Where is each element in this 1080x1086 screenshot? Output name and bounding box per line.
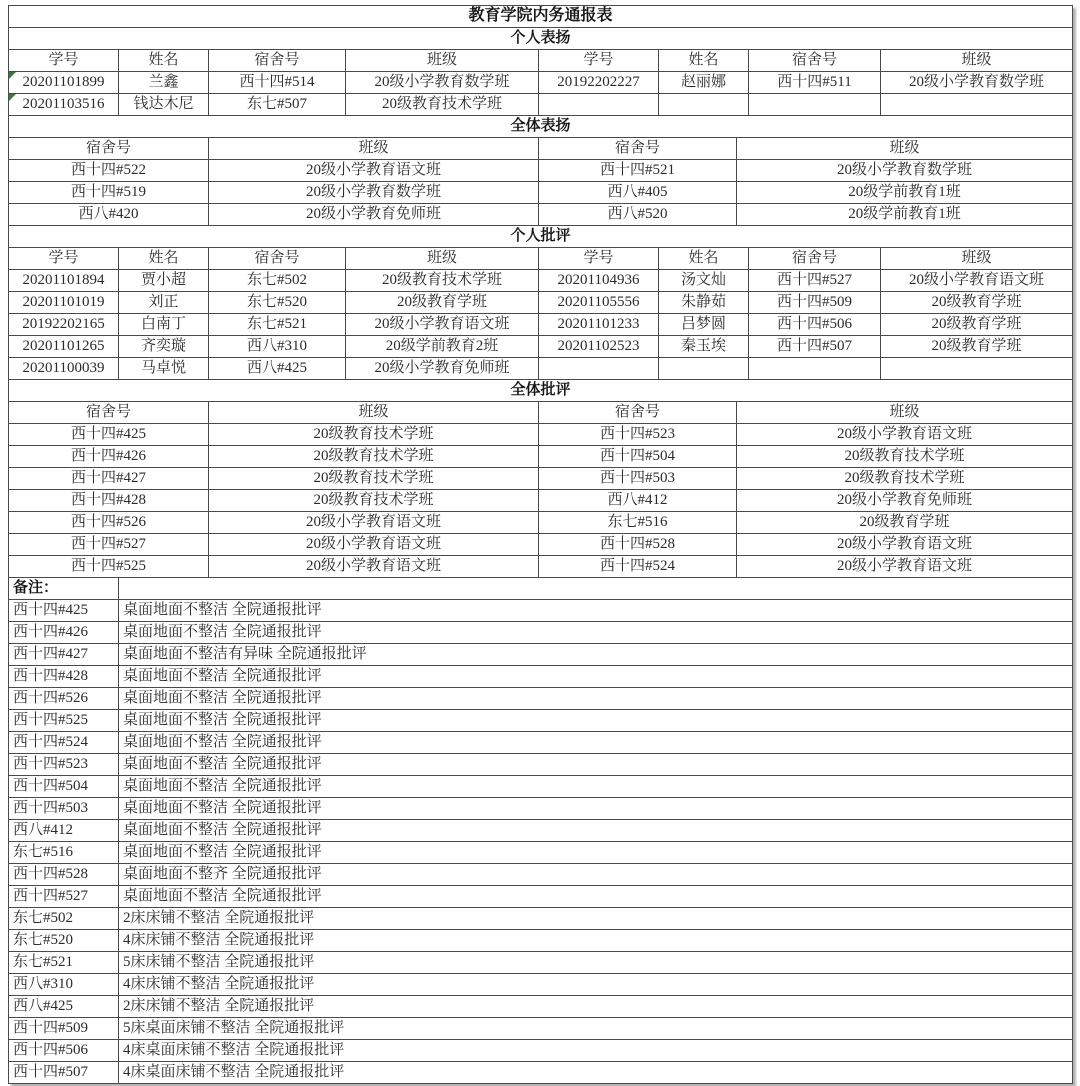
data-cell: 20级小学教育数学班: [881, 72, 1073, 94]
remark-dorm-cell: 西十四#523: [9, 754, 119, 776]
remark-row: [9, 776, 1073, 798]
data-cell: 20级教育学班: [881, 314, 1073, 336]
data-cell: 西八#520: [539, 204, 737, 226]
data-cell: 西十四#527: [749, 270, 881, 292]
data-cell: 西十四#506: [749, 314, 881, 336]
column-header: 宿舍号: [539, 402, 737, 424]
data-cell: 西十四#519: [9, 182, 209, 204]
data-cell: 20级小学教育语文班: [737, 424, 1073, 446]
column-header: 宿舍号: [749, 50, 881, 72]
data-cell: 贾小超: [119, 270, 209, 292]
remark-text-cell: 桌面地面不整洁 全院通报批评: [119, 622, 1073, 644]
column-header: 班级: [346, 248, 539, 270]
data-cell: 20级教育技术学班: [209, 490, 539, 512]
table-row: [9, 292, 1073, 314]
section-header-row-individual-praise: [9, 28, 1073, 50]
table-row: [9, 468, 1073, 490]
remark-text-cell: 5床桌面床铺不整洁 全院通报批评: [119, 1018, 1073, 1040]
data-cell: 20级教育学班: [881, 336, 1073, 358]
remark-text-cell: 桌面地面不整洁 全院通报批评: [119, 754, 1073, 776]
remark-dorm-cell: 西十四#525: [9, 710, 119, 732]
remark-dorm-cell: 西十四#504: [9, 776, 119, 798]
table-row: [9, 72, 1073, 94]
remark-dorm-cell: 西十四#425: [9, 600, 119, 622]
data-cell: 20级小学教育免师班: [737, 490, 1073, 512]
data-cell: 西八#412: [539, 490, 737, 512]
remark-dorm-cell: 西八#310: [9, 974, 119, 996]
data-cell: 马卓悦: [119, 358, 209, 380]
column-header: 学号: [9, 50, 119, 72]
remark-dorm-cell: 西十四#524: [9, 732, 119, 754]
data-cell: 西十四#507: [749, 336, 881, 358]
data-cell: 20201105556: [539, 292, 659, 314]
column-header: 班级: [737, 402, 1073, 424]
column-header-row: [9, 402, 1073, 424]
column-header: 班级: [737, 138, 1073, 160]
column-header: 宿舍号: [9, 138, 209, 160]
column-header: 班级: [881, 248, 1073, 270]
remark-dorm-cell: 东七#521: [9, 952, 119, 974]
remark-text-cell: 2床床铺不整洁 全院通报批评: [119, 908, 1073, 930]
remark-text-cell: 4床床铺不整洁 全院通报批评: [119, 974, 1073, 996]
data-cell: 20级小学教育语文班: [209, 160, 539, 182]
data-cell: 20201101899: [9, 72, 119, 94]
remark-text-cell: 桌面地面不整洁 全院通报批评: [119, 820, 1073, 842]
data-cell: 西十四#521: [539, 160, 737, 182]
column-header: 姓名: [659, 50, 749, 72]
remark-text-cell: 桌面地面不整洁 全院通报批评: [119, 710, 1073, 732]
data-cell: 西十四#425: [9, 424, 209, 446]
section-title-group-praise: 全体表扬: [9, 116, 1073, 138]
data-cell: 西十四#504: [539, 446, 737, 468]
remark-text-cell: 桌面地面不整洁有异味 全院通报批评: [119, 644, 1073, 666]
data-cell: 西十四#522: [9, 160, 209, 182]
column-header: 班级: [881, 50, 1073, 72]
column-header: 宿舍号: [9, 402, 209, 424]
remark-dorm-cell: 西十四#428: [9, 666, 119, 688]
table-row: [9, 160, 1073, 182]
data-cell: 20级教育技术学班: [209, 446, 539, 468]
remark-row: [9, 952, 1073, 974]
remark-row: [9, 798, 1073, 820]
remark-dorm-cell: 西十四#503: [9, 798, 119, 820]
data-cell: 20级教育学班: [881, 292, 1073, 314]
remark-row: [9, 666, 1073, 688]
remarks-empty-cell: [119, 578, 1073, 600]
section-header-row-individual-criticism: [9, 226, 1073, 248]
remark-row: [9, 688, 1073, 710]
data-cell: 20级小学教育语文班: [209, 512, 539, 534]
table-row: [9, 446, 1073, 468]
data-cell: 20级小学教育语文班: [209, 556, 539, 578]
section-title-individual-criticism: 个人批评: [9, 226, 1073, 248]
data-cell: [539, 358, 659, 380]
data-cell: [881, 358, 1073, 380]
remark-text-cell: 桌面地面不整洁 全院通报批评: [119, 842, 1073, 864]
data-cell: 西十四#523: [539, 424, 737, 446]
remark-text-cell: 4床桌面床铺不整洁 全院通报批评: [119, 1040, 1073, 1062]
data-cell: 20201101233: [539, 314, 659, 336]
data-cell: 20级学前教育2班: [346, 336, 539, 358]
data-cell: 西十四#511: [749, 72, 881, 94]
data-cell: [659, 358, 749, 380]
data-cell: 20级教育技术学班: [737, 468, 1073, 490]
remark-dorm-cell: 西十四#528: [9, 864, 119, 886]
data-cell: 西十四#524: [539, 556, 737, 578]
data-cell: 朱静茹: [659, 292, 749, 314]
remark-row: [9, 732, 1073, 754]
data-cell: 20201102523: [539, 336, 659, 358]
remark-text-cell: 桌面地面不整洁 全院通报批评: [119, 688, 1073, 710]
table-row: [9, 270, 1073, 292]
remark-row: [9, 864, 1073, 886]
remark-text-cell: 桌面地面不整洁 全院通报批评: [119, 600, 1073, 622]
data-cell: 西十四#503: [539, 468, 737, 490]
column-header: 姓名: [659, 248, 749, 270]
table-row: [9, 424, 1073, 446]
data-cell: 西八#405: [539, 182, 737, 204]
column-header-row: [9, 50, 1073, 72]
data-cell: 西十四#427: [9, 468, 209, 490]
data-cell: 20级学前教育1班: [737, 182, 1073, 204]
data-cell: 西八#310: [209, 336, 346, 358]
data-cell: 20201101265: [9, 336, 119, 358]
data-cell: 白南丁: [119, 314, 209, 336]
data-cell: 西十四#525: [9, 556, 209, 578]
table-row: [9, 182, 1073, 204]
remark-row: [9, 842, 1073, 864]
table-row: [9, 204, 1073, 226]
data-cell: 东七#516: [539, 512, 737, 534]
remark-text-cell: 5床床铺不整洁 全院通报批评: [119, 952, 1073, 974]
column-header: 学号: [539, 50, 659, 72]
data-cell: 钱达木尼: [119, 94, 209, 116]
page-title: 教育学院内务通报表: [9, 6, 1073, 28]
data-cell: 20级小学教育数学班: [346, 72, 539, 94]
data-cell: 刘正: [119, 292, 209, 314]
data-cell: 西十四#509: [749, 292, 881, 314]
remark-text-cell: 桌面地面不整洁 全院通报批评: [119, 666, 1073, 688]
data-cell: 20级小学教育语文班: [737, 534, 1073, 556]
data-cell: 汤文灿: [659, 270, 749, 292]
section-header-row-group-praise: [9, 116, 1073, 138]
data-cell: [539, 94, 659, 116]
data-cell: 西八#420: [9, 204, 209, 226]
title-row: [9, 6, 1073, 28]
remark-text-cell: 2床床铺不整洁 全院通报批评: [119, 996, 1073, 1018]
section-title-individual-praise: 个人表扬: [9, 28, 1073, 50]
remarks-label: 备注：: [9, 578, 119, 600]
data-cell: 赵丽娜: [659, 72, 749, 94]
remark-dorm-cell: 西十四#506: [9, 1040, 119, 1062]
column-header-row: [9, 138, 1073, 160]
table-row: [9, 512, 1073, 534]
remark-row: [9, 710, 1073, 732]
remark-dorm-cell: 西十四#426: [9, 622, 119, 644]
data-cell: 西十四#528: [539, 534, 737, 556]
column-header: 学号: [9, 248, 119, 270]
data-cell: 齐奕璇: [119, 336, 209, 358]
data-cell: 吕梦圆: [659, 314, 749, 336]
data-cell: 20级小学教育免师班: [346, 358, 539, 380]
remark-text-cell: 桌面地面不整齐 全院通报批评: [119, 864, 1073, 886]
data-cell: 东七#521: [209, 314, 346, 336]
section-header-row-group-criticism: [9, 380, 1073, 402]
data-cell: 20级小学教育语文班: [346, 314, 539, 336]
data-cell: 东七#507: [209, 94, 346, 116]
data-cell: [659, 94, 749, 116]
column-header: 宿舍号: [749, 248, 881, 270]
remark-text-cell: 4床桌面床铺不整洁 全院通报批评: [119, 1062, 1073, 1084]
remark-dorm-cell: 西八#425: [9, 996, 119, 1018]
remark-row: [9, 1062, 1073, 1084]
remark-text-cell: 桌面地面不整洁 全院通报批评: [119, 798, 1073, 820]
data-cell: 西十四#526: [9, 512, 209, 534]
data-cell: 20级学前教育1班: [737, 204, 1073, 226]
remark-row: [9, 930, 1073, 952]
remark-row: [9, 754, 1073, 776]
table-row: [9, 336, 1073, 358]
remark-row: [9, 908, 1073, 930]
column-header: 宿舍号: [209, 248, 346, 270]
remark-row: [9, 996, 1073, 1018]
data-cell: 西十四#428: [9, 490, 209, 512]
data-cell: 20级教育技术学班: [346, 270, 539, 292]
remark-text-cell: 桌面地面不整洁 全院通报批评: [119, 732, 1073, 754]
remark-dorm-cell: 西十四#526: [9, 688, 119, 710]
data-cell: [749, 358, 881, 380]
remark-row: [9, 886, 1073, 908]
data-cell: 20192202227: [539, 72, 659, 94]
table-row: [9, 358, 1073, 380]
data-cell: 东七#502: [209, 270, 346, 292]
data-cell: 西十四#426: [9, 446, 209, 468]
data-cell: 20级教育技术学班: [209, 424, 539, 446]
data-cell: 20级小学教育语文班: [881, 270, 1073, 292]
section-title-group-criticism: 全体批评: [9, 380, 1073, 402]
data-cell: 秦玉埃: [659, 336, 749, 358]
column-header: 宿舍号: [539, 138, 737, 160]
data-cell: 20201104936: [539, 270, 659, 292]
data-cell: 20级教育学班: [346, 292, 539, 314]
column-header: 班级: [209, 138, 539, 160]
remark-row: [9, 600, 1073, 622]
data-cell: 20192202165: [9, 314, 119, 336]
remark-dorm-cell: 东七#516: [9, 842, 119, 864]
remark-row: [9, 1040, 1073, 1062]
remark-row: [9, 1018, 1073, 1040]
data-cell: 20级教育技术学班: [737, 446, 1073, 468]
data-cell: 西十四#527: [9, 534, 209, 556]
data-cell: 20级教育技术学班: [346, 94, 539, 116]
remark-row: [9, 644, 1073, 666]
table-row: [9, 534, 1073, 556]
data-cell: 20级小学教育语文班: [209, 534, 539, 556]
remarks-header-row: [9, 578, 1073, 600]
remark-row: [9, 974, 1073, 996]
remark-text-cell: 桌面地面不整洁 全院通报批评: [119, 776, 1073, 798]
remark-dorm-cell: 东七#520: [9, 930, 119, 952]
column-header: 班级: [346, 50, 539, 72]
data-cell: 20201101894: [9, 270, 119, 292]
data-cell: 20级小学教育数学班: [737, 160, 1073, 182]
remark-dorm-cell: 西十四#427: [9, 644, 119, 666]
remark-row: [9, 820, 1073, 842]
data-cell: 20级小学教育语文班: [737, 556, 1073, 578]
data-cell: 西十四#514: [209, 72, 346, 94]
error-indicator-icon: [9, 72, 16, 79]
data-cell: [881, 94, 1073, 116]
data-cell: 20级教育学班: [737, 512, 1073, 534]
column-header: 姓名: [119, 50, 209, 72]
column-header-row: [9, 248, 1073, 270]
data-cell: [749, 94, 881, 116]
remark-dorm-cell: 西八#412: [9, 820, 119, 842]
table-row: [9, 490, 1073, 512]
table-row: [9, 556, 1073, 578]
table-row: [9, 314, 1073, 336]
remark-dorm-cell: 西十四#509: [9, 1018, 119, 1040]
data-cell: 兰鑫: [119, 72, 209, 94]
data-cell: 东七#520: [209, 292, 346, 314]
remark-dorm-cell: 西十四#507: [9, 1062, 119, 1084]
data-cell: 20201103516: [9, 94, 119, 116]
data-cell: 20201101019: [9, 292, 119, 314]
column-header: 学号: [539, 248, 659, 270]
remark-text-cell: 4床床铺不整洁 全院通报批评: [119, 930, 1073, 952]
data-cell: 20级教育技术学班: [209, 468, 539, 490]
remark-row: [9, 622, 1073, 644]
data-cell: 20级小学教育数学班: [209, 182, 539, 204]
remark-text-cell: 桌面地面不整洁 全院通报批评: [119, 886, 1073, 908]
data-cell: 20级小学教育免师班: [209, 204, 539, 226]
remark-dorm-cell: 东七#502: [9, 908, 119, 930]
table-sections: [9, 28, 1073, 1084]
report-sheet: [8, 5, 1073, 1084]
table-row: [9, 94, 1073, 116]
column-header: 班级: [209, 402, 539, 424]
column-header: 宿舍号: [209, 50, 346, 72]
remark-dorm-cell: 西十四#527: [9, 886, 119, 908]
error-indicator-icon: [9, 94, 16, 101]
data-cell: 20201100039: [9, 358, 119, 380]
column-header: 姓名: [119, 248, 209, 270]
data-cell: 西八#425: [209, 358, 346, 380]
